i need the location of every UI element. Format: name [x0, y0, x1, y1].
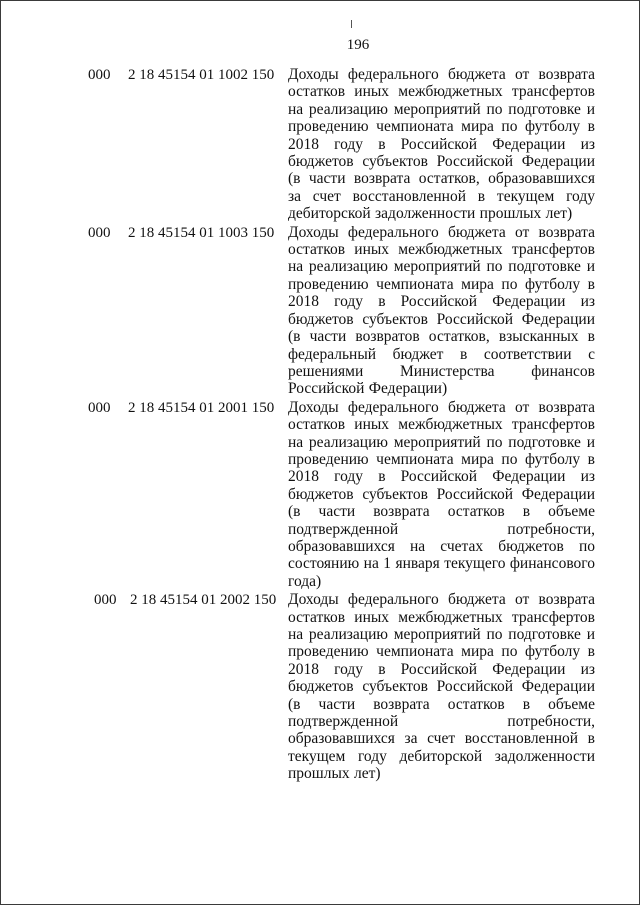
budget-code-list	[0, 66, 640, 783]
budget-code-entry	[0, 399, 640, 590]
scan-mark	[351, 20, 352, 28]
budget-classification-code: 2 18 45154 01 1003 150	[128, 224, 275, 241]
entry-description: Доходы федерального бюджета от возврата остатков иных межбюджетных трансфертов на реализацию мероприятий по подготовке и проведению чемпионата мира по футболу в 2018 году в Российской Федерации из бюджетов субъектов Российской Федерации (в части возвратов остатков, взысканных в федеральный бюджет в соответствии с решениями Министерства финансов Российской Федерации)	[288, 223, 595, 398]
admin-code: 000	[88, 224, 111, 241]
budget-classification-code: 2 18 45154 01 1002 150	[128, 67, 275, 83]
entry-description: Доходы федерального бюджета от возврата остатков иных межбюджетных трансфертов на реализацию мероприятий по подготовке и проведению чемпионата мира по футболу в 2018 году в Российской Федерации из бюджетов субъектов Российской Федерации (в части возврата остатков в объеме подтвержденной потребности, образовавшихся на счетах бюджетов по состоянию на 1 января текущего финансового года)	[288, 398, 595, 590]
admin-code: 000	[88, 399, 111, 416]
budget-code-entry	[0, 591, 640, 782]
admin-code: 000	[94, 592, 117, 609]
budget-code-entry	[0, 224, 640, 398]
budget-classification-code: 2 18 45154 01 2002 150	[130, 592, 277, 609]
budget-code-entry	[0, 66, 640, 223]
page-number: 196	[346, 37, 370, 53]
entry-description: Доходы федерального бюджета от возврата остатков иных межбюджетных трансфертов на реализацию мероприятий по подготовке и проведению чемпионата мира по футболу в 2018 году в Российской Федерации из бюджетов субъектов Российской Федерации (в части возврата остатков в объеме подтвержденной потребности, образовавшихся за счет восстановленной в текущем году дебиторской задолженности прошлых лет)	[288, 591, 595, 783]
admin-code: 000	[88, 67, 111, 83]
budget-classification-code: 2 18 45154 01 2001 150	[128, 399, 275, 416]
entry-description: Доходы федерального бюджета от возврата остатков иных межбюджетных трансфертов на реализацию мероприятий по подготовке и проведению чемпионата мира по футболу в 2018 году в Российской Федерации из бюджетов субъектов Российской Федерации (в части возврата остатков, образовавшихся за счет восстановленной в текущем году дебиторской задолженности прошлых лет)	[288, 66, 595, 223]
